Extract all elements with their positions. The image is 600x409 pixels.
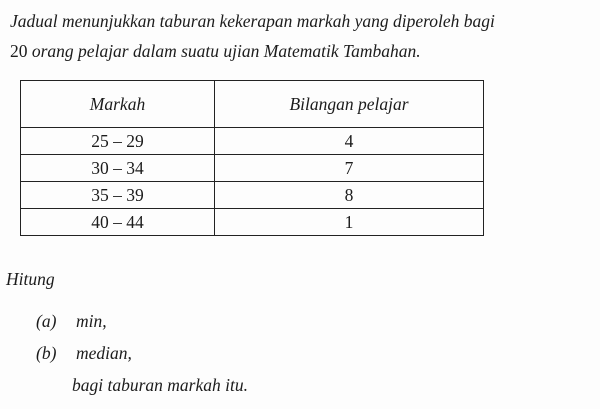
part-a-text: min, — [76, 311, 107, 331]
cell-bilangan: 7 — [215, 155, 484, 182]
part-b-label: (b) — [36, 343, 57, 363]
frequency-table — [20, 80, 484, 236]
header-markah: Markah — [21, 81, 215, 128]
cell-markah: 40 – 44 — [21, 209, 215, 236]
cell-bilangan: 4 — [215, 128, 484, 155]
part-a — [36, 311, 107, 332]
cell-bilangan: 1 — [215, 209, 484, 236]
part-b-text: median, — [76, 343, 132, 363]
question-line-2 — [10, 36, 595, 66]
cell-markah: 25 – 29 — [21, 128, 215, 155]
cell-markah: 30 – 34 — [21, 155, 215, 182]
header-bilangan-pelajar: Bilangan pelajar — [215, 81, 484, 128]
question-line-2-rest: orang pelajar dalam suatu ujian Matematik Tambahan. — [27, 41, 421, 61]
cell-markah: 35 – 39 — [21, 182, 215, 209]
part-b — [36, 343, 132, 364]
table-row — [21, 209, 484, 236]
part-a-label: (a) — [36, 311, 57, 331]
table-header-row — [21, 81, 484, 128]
student-count: 20 — [10, 41, 28, 61]
table-row — [21, 155, 484, 182]
table-row — [21, 182, 484, 209]
table-row — [21, 128, 484, 155]
instruction-hitung: Hitung — [6, 269, 55, 289]
cell-bilangan: 8 — [215, 182, 484, 209]
question-line-1: Jadual menunjukkan taburan kekerapan markah yang diperoleh bagi — [10, 11, 495, 31]
closing-text: bagi taburan markah itu. — [72, 375, 248, 395]
question-text — [10, 6, 595, 66]
